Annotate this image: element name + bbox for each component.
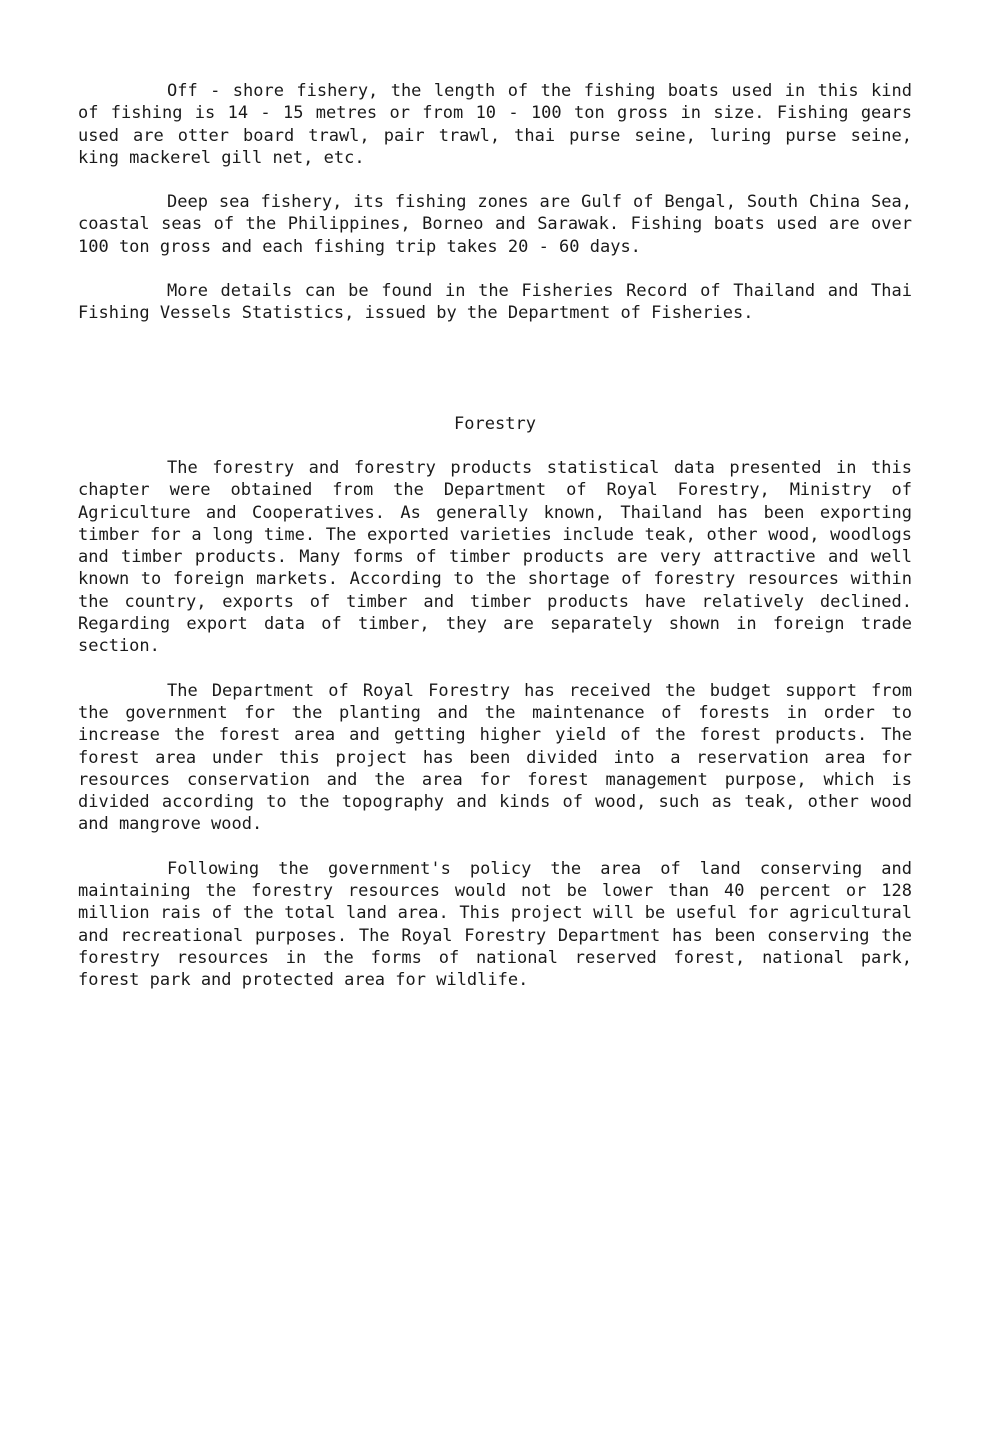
paragraph-offshore-fishery: Off - shore fishery, the length of the fishing boats used in this kind of fishing is 14 - 15 metres or from 10 - 100 ton gross in size. Fishing gears used are otter board trawl, pair trawl, thai purse seine, luring purse seine, king mackerel gill net, etc. <box>78 81 912 168</box>
paragraph-forestry-data: The forestry and forestry products statistical data presented in this chapter were obtained from the Department of Royal Forestry, Ministry of Agriculture and Cooperatives. As generally known, Thailand has been exporting timber for a long time. The exported varieties include teak, other wood, woodlogs and timber products. Many forms of timber products are very attractive and well known to foreign markets. According to the shortage of forestry resources within the country, exports of timber and timber products have relatively declined. Regarding export data of timber, they are separately shown in foreign trade section. <box>78 457 912 657</box>
paragraph-budget-support: The Department of Royal Forestry has received the budget support from the government for the planting and the maintenance of forests in order to increase the forest area and getting higher yield of the forest products. The forest area under this project has been divided into a reservation area for resources conservation and the area for forest management purpose, which is divided according to the topography and kinds of wood, such as teak, other wood and mangrove wood. <box>78 680 912 835</box>
paragraph-more-details: More details can be found in the Fisheries Record of Thailand and Thai Fishing Vessels Statistics, issued by the Department of Fisheries. <box>78 281 912 324</box>
paragraph-government-policy: Following the government's policy the area of land conserving and maintaining the forestry resources would not be lower than 40 percent or 128 million rais of the total land area. This project will be useful for agricultural and recreational purposes. The Royal Forestry Department has been conserving the forestry resources in the forms of national reserved forest, national park, forest park and protected area for wildlife. <box>78 858 912 991</box>
section-heading-forestry: Forestry <box>454 413 536 434</box>
paragraph-deep-sea-fishery: Deep sea fishery, its fishing zones are Gulf of Bengal, South China Sea, coastal seas of the Philippines, Borneo and Sarawak. Fishing boats used are over 100 ton gross and each fishing trip takes 20 - 60 days. <box>78 192 912 257</box>
document-page <box>78 80 912 992</box>
